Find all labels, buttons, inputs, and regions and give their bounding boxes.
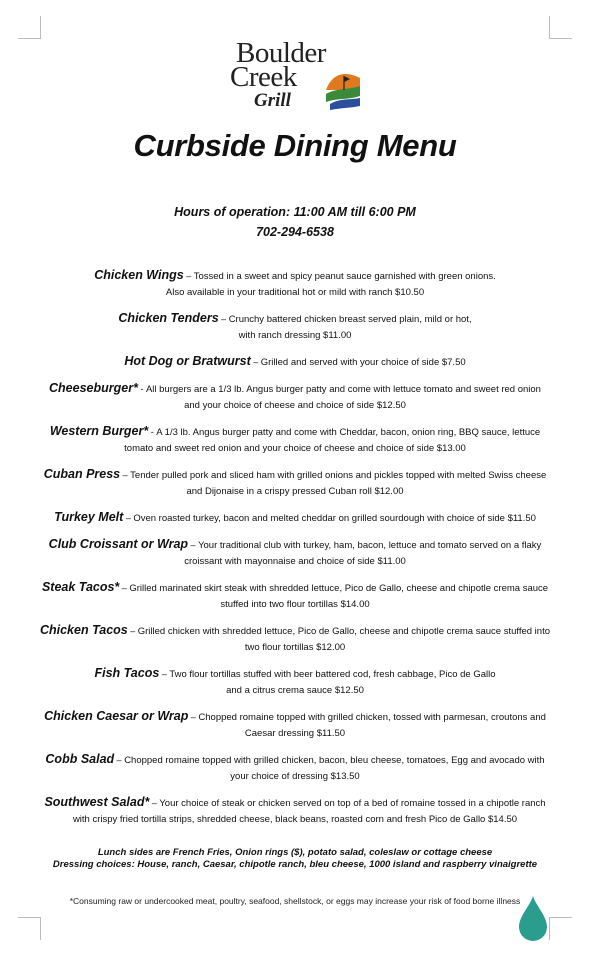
- item-description: A 1/3 lb. Angus burger patty and come with Cheddar, bacon, onion ring, BBQ sauce, lettuce: [156, 427, 541, 438]
- item-description: Tossed in a sweet and spicy peanut sauce garnished with green onions.: [193, 271, 496, 282]
- logo-line-creek: Creek: [230, 61, 297, 93]
- item-description: Chopped romaine topped with grilled chicken, tossed with parmesan, croutons and: [198, 712, 546, 723]
- item-name: Chicken Tacos: [39, 623, 128, 637]
- item-name: Cuban Press: [43, 467, 121, 481]
- item-description: Chopped romaine topped with grilled chicken, bacon, bleu cheese, tomatoes, Egg and avocado with: [124, 755, 545, 766]
- menu-items: [32, 267, 558, 837]
- crop-mark-top-left: [18, 16, 41, 39]
- item-name: Southwest Salad*: [44, 795, 150, 809]
- item-name: Chicken Caesar or Wrap: [44, 709, 189, 723]
- menu-item: Steak Tacos* – Grilled marinated skirt steak with shredded lettuce, Pico de Gallo, cheese and chipotle crema sauce stuffed into two flour tortillas $14.00: [41, 580, 549, 610]
- phone-number: 702-294-6538: [256, 225, 334, 239]
- item-description: Oven roasted turkey, bacon and melted cheddar on grilled sourdough with choice of side $11.50: [133, 513, 536, 524]
- item-description-cont: stuffed into two flour tortillas $14.00: [220, 599, 370, 610]
- menu-item: Chicken Wings – Tossed in a sweet and spicy peanut sauce garnished with green onions. Also available in your traditional hot or mild with ranch $10.50: [94, 268, 496, 298]
- item-description-cont: croissant with mayonnaise and choice of side $11.00: [184, 556, 406, 567]
- item-description-cont: Caesar dressing $11.50: [244, 728, 346, 739]
- menu-item: Turkey Melt – Oven roasted turkey, bacon and melted cheddar on grilled sourdough with choice of side $11.50: [54, 510, 536, 524]
- teal-drop-icon[interactable]: [518, 894, 548, 942]
- menu-item: Fish Tacos – Two flour tortillas stuffed with beer battered cod, fresh cabbage, Pico de Gallo and a citrus crema sauce $12.50: [94, 666, 496, 696]
- item-name: Fish Tacos: [94, 666, 160, 680]
- item-name: Hot Dog or Bratwurst: [124, 354, 251, 368]
- item-description-cont: and your choice of cheese and choice of side $12.50: [184, 400, 406, 411]
- item-description-cont: with ranch dressing $11.00: [238, 330, 352, 341]
- menu-item: Western Burger* - A 1/3 lb. Angus burger patty and come with Cheddar, bacon, onion ring, BBQ sauce, lettuce tomato and sweet red onion and your choice of cheese and choice of side $13.00: [49, 424, 541, 454]
- menu-item: Cobb Salad – Chopped romaine topped with grilled chicken, bacon, bleu cheese, tomatoes, Egg and avocado with your choice of dressing $13.50: [45, 752, 545, 782]
- item-description: Your traditional club with turkey, ham, bacon, lettuce and tomato served on a flaky: [198, 540, 542, 551]
- crop-mark-top-right: [549, 16, 572, 39]
- logo-line-grill: Grill: [254, 90, 291, 111]
- item-name: Turkey Melt: [54, 510, 124, 524]
- menu-item: Southwest Salad* – Your choice of steak or chicken served on top of a bed of romaine tossed in a chipotle ranch with crispy fried tortilla strips, shredded cheese, black beans, roasted corn and fresh Pico de Gallo $14.50: [44, 795, 546, 825]
- item-name: Cheeseburger*: [49, 381, 138, 395]
- item-name: Chicken Tenders: [118, 311, 219, 325]
- item-description-cont: and Dijonaise in a crispy pressed Cuban roll $12.00: [186, 486, 404, 497]
- item-description: Grilled and served with your choice of side $7.50: [260, 357, 466, 368]
- item-description: Crunchy battered chicken breast served plain, mild or hot,: [228, 314, 472, 325]
- food-safety-disclaimer: *Consuming raw or undercooked meat, poultry, seafood, shellstock, or eggs may increase your risk of food borne illness: [69, 896, 521, 906]
- crop-mark-bottom-left: [18, 917, 41, 940]
- item-name: Chicken Wings: [94, 268, 184, 282]
- menu-item: Cheeseburger* - All burgers are a 1/3 lb. Angus burger patty and come with lettuce tomato and sweet red onion and your choice of cheese and choice of side $12.50: [49, 381, 541, 411]
- restaurant-logo: [228, 38, 368, 118]
- item-name: Western Burger*: [49, 424, 149, 438]
- item-description-cont: and a citrus crema sauce $12.50: [226, 685, 364, 696]
- item-description: Grilled marinated skirt steak with shredded lettuce, Pico de Gallo, cheese and chipotle crema sauce: [129, 583, 549, 594]
- item-name: Club Croissant or Wrap: [48, 537, 189, 551]
- item-description-cont: two flour tortillas $12.00: [244, 642, 346, 653]
- logo-line-boulder: Boulder: [236, 37, 326, 69]
- item-description: Tender pulled pork and sliced ham with grilled onions and pickles topped with melted Swiss cheese: [130, 470, 547, 481]
- menu-item: Chicken Tenders – Crunchy battered chicken breast served plain, mild or hot, with ranch dressing $11.00: [118, 311, 472, 341]
- crop-mark-bottom-right: [549, 917, 572, 940]
- hours-of-operation: Hours of operation: 11:00 AM till 6:00 PM: [174, 205, 416, 219]
- menu-item: Club Croissant or Wrap – Your traditional club with turkey, ham, bacon, lettuce and tomato served on a flaky croissant with mayonnaise and choice of side $11.00: [48, 537, 542, 567]
- item-description: Two flour tortillas stuffed with beer battered cod, fresh cabbage, Pico de Gallo: [169, 669, 496, 680]
- item-description-cont: tomato and sweet red onion and your choice of cheese and choice of side $13.00: [124, 443, 466, 454]
- item-description-cont: your choice of dressing $13.50: [230, 771, 360, 782]
- item-name: Cobb Salad: [45, 752, 115, 766]
- golf-landscape-icon: [324, 68, 362, 112]
- menu-item: Cuban Press – Tender pulled pork and sliced ham with grilled onions and pickles topped with melted Swiss cheese and Dijonaise in a crispy pressed Cuban roll $12.00: [43, 467, 547, 497]
- menu-item: Hot Dog or Bratwurst – Grilled and served with your choice of side $7.50: [124, 354, 466, 368]
- item-description: Your choice of steak or chicken served on top of a bed of romaine tossed in a chipotle ranch: [159, 798, 546, 809]
- dressing-choices-note: Dressing choices: House, ranch, Caesar, chipotle ranch, bleu cheese, 1000 island and raspberry vinaigrette: [52, 859, 538, 870]
- menu-item: Chicken Caesar or Wrap – Chopped romaine topped with grilled chicken, tossed with parmesan, croutons and Caesar dressing $11.50: [44, 709, 546, 739]
- item-name: Steak Tacos*: [41, 580, 120, 594]
- item-description: All burgers are a 1/3 lb. Angus burger patty and come with lettuce tomato and sweet red onion: [145, 384, 541, 395]
- page-title: Curbside Dining Menu: [133, 128, 457, 163]
- item-description: Grilled chicken with shredded lettuce, Pico de Gallo, cheese and chipotle crema sauce stuffed into: [137, 626, 551, 637]
- item-description-cont: Also available in your traditional hot or mild with ranch $10.50: [165, 287, 425, 298]
- item-description-cont: with crispy fried tortilla strips, shredded cheese, black beans, roasted corn and fresh Pico de Gallo $14.50: [72, 814, 518, 825]
- lunch-sides-note: Lunch sides are French Fries, Onion rings ($), potato salad, coleslaw or cottage cheese: [97, 847, 493, 858]
- menu-item: Chicken Tacos – Grilled chicken with shredded lettuce, Pico de Gallo, cheese and chipotle crema sauce stuffed into two flour tortillas $12.00: [39, 623, 551, 653]
